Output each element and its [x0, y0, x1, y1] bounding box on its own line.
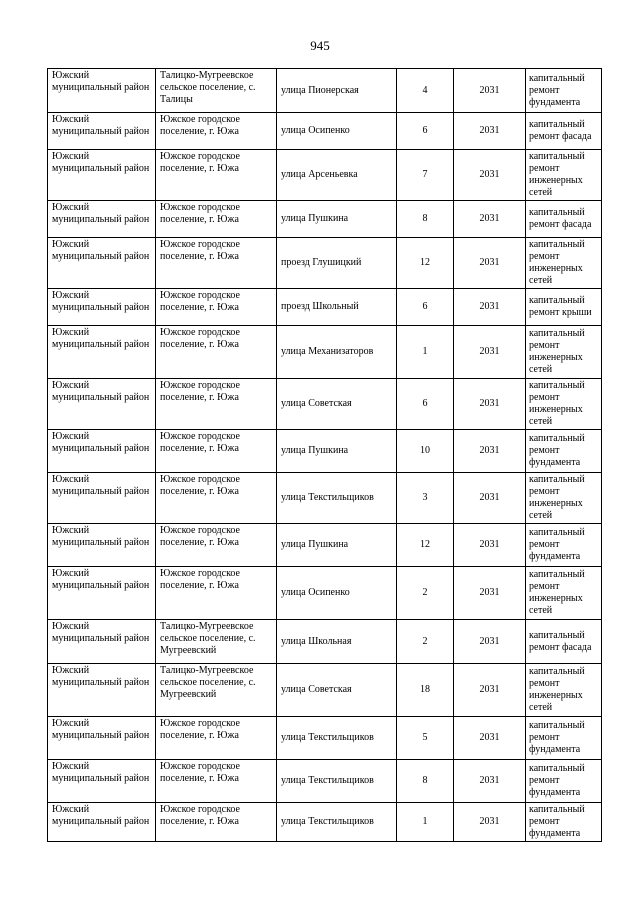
district-cell: Южский муниципальный район: [48, 567, 156, 620]
house-number-cell: 1: [397, 326, 454, 379]
settlement-cell: Южское городское поселение, г. Южа: [156, 238, 277, 289]
house-number-cell: 6: [397, 289, 454, 326]
house-number-cell: 6: [397, 113, 454, 150]
district-cell: Южский муниципальный район: [48, 803, 156, 842]
table-row: [48, 473, 602, 524]
work-type-cell: капитальный ремонт инженерных сетей: [526, 379, 602, 430]
work-type-cell: капитальный ремонт фундамента: [526, 524, 602, 567]
house-number-cell: 3: [397, 473, 454, 524]
table-row: [48, 524, 602, 567]
table-row: [48, 379, 602, 430]
table-row: [48, 664, 602, 717]
year-cell: 2031: [454, 473, 526, 524]
settlement-cell: Талицко-Мугреевское сельское поселение, с. Талицы: [156, 69, 277, 113]
year-cell: 2031: [454, 379, 526, 430]
work-type-cell: капитальный ремонт инженерных сетей: [526, 238, 602, 289]
work-type-cell: капитальный ремонт фундамента: [526, 760, 602, 803]
house-number-cell: 2: [397, 567, 454, 620]
settlement-cell: Южское городское поселение, г. Южа: [156, 201, 277, 238]
street-cell: улица Осипенко: [277, 113, 397, 150]
work-type-cell: капитальный ремонт инженерных сетей: [526, 150, 602, 201]
work-type-cell: капитальный ремонт фасада: [526, 620, 602, 664]
street-cell: улица Школьная: [277, 620, 397, 664]
street-cell: улица Осипенко: [277, 567, 397, 620]
table-row: [48, 69, 602, 113]
settlement-cell: Южское городское поселение, г. Южа: [156, 289, 277, 326]
year-cell: 2031: [454, 113, 526, 150]
year-cell: 2031: [454, 69, 526, 113]
year-cell: 2031: [454, 760, 526, 803]
district-cell: Южский муниципальный район: [48, 113, 156, 150]
work-type-cell: капитальный ремонт инженерных сетей: [526, 473, 602, 524]
house-number-cell: 18: [397, 664, 454, 717]
house-number-cell: 12: [397, 524, 454, 567]
year-cell: 2031: [454, 803, 526, 842]
table-row: [48, 113, 602, 150]
year-cell: 2031: [454, 620, 526, 664]
settlement-cell: Южское городское поселение, г. Южа: [156, 150, 277, 201]
district-cell: Южский муниципальный район: [48, 524, 156, 567]
settlement-cell: Талицко-Мугреевское сельское поселение, с. Мугреевский: [156, 664, 277, 717]
district-cell: Южский муниципальный район: [48, 664, 156, 717]
district-cell: Южский муниципальный район: [48, 717, 156, 760]
house-number-cell: 10: [397, 430, 454, 473]
street-cell: улица Пушкина: [277, 524, 397, 567]
table-row: [48, 201, 602, 238]
work-type-cell: капитальный ремонт фундамента: [526, 803, 602, 842]
settlement-cell: Южское городское поселение, г. Южа: [156, 760, 277, 803]
year-cell: 2031: [454, 201, 526, 238]
house-number-cell: 8: [397, 760, 454, 803]
table-body: [48, 69, 602, 842]
street-cell: проезд Глушицкий: [277, 238, 397, 289]
street-cell: улица Текстильщиков: [277, 760, 397, 803]
district-cell: Южский муниципальный район: [48, 430, 156, 473]
house-number-cell: 5: [397, 717, 454, 760]
year-cell: 2031: [454, 289, 526, 326]
district-cell: Южский муниципальный район: [48, 201, 156, 238]
year-cell: 2031: [454, 150, 526, 201]
settlement-cell: Южское городское поселение, г. Южа: [156, 803, 277, 842]
repair-schedule-table: [47, 68, 602, 842]
settlement-cell: Южское городское поселение, г. Южа: [156, 717, 277, 760]
work-type-cell: капитальный ремонт фундамента: [526, 430, 602, 473]
work-type-cell: капитальный ремонт инженерных сетей: [526, 664, 602, 717]
district-cell: Южский муниципальный район: [48, 289, 156, 326]
work-type-cell: капитальный ремонт крыши: [526, 289, 602, 326]
district-cell: Южский муниципальный район: [48, 760, 156, 803]
street-cell: улица Советская: [277, 664, 397, 717]
work-type-cell: капитальный ремонт инженерных сетей: [526, 326, 602, 379]
table-row: [48, 620, 602, 664]
table-row: [48, 289, 602, 326]
street-cell: проезд Школьный: [277, 289, 397, 326]
year-cell: 2031: [454, 430, 526, 473]
district-cell: Южский муниципальный район: [48, 69, 156, 113]
district-cell: Южский муниципальный район: [48, 473, 156, 524]
district-cell: Южский муниципальный район: [48, 379, 156, 430]
year-cell: 2031: [454, 326, 526, 379]
work-type-cell: капитальный ремонт фасада: [526, 201, 602, 238]
work-type-cell: капитальный ремонт фундамента: [526, 69, 602, 113]
year-cell: 2031: [454, 664, 526, 717]
house-number-cell: 4: [397, 69, 454, 113]
table-row: [48, 760, 602, 803]
year-cell: 2031: [454, 567, 526, 620]
work-type-cell: капитальный ремонт фасада: [526, 113, 602, 150]
street-cell: улица Пушкина: [277, 430, 397, 473]
settlement-cell: Южское городское поселение, г. Южа: [156, 379, 277, 430]
work-type-cell: капитальный ремонт инженерных сетей: [526, 567, 602, 620]
table-row: [48, 150, 602, 201]
house-number-cell: 6: [397, 379, 454, 430]
year-cell: 2031: [454, 524, 526, 567]
street-cell: улица Арсеньевка: [277, 150, 397, 201]
settlement-cell: Южское городское поселение, г. Южа: [156, 473, 277, 524]
settlement-cell: Южское городское поселение, г. Южа: [156, 326, 277, 379]
table-row: [48, 326, 602, 379]
house-number-cell: 7: [397, 150, 454, 201]
street-cell: улица Текстильщиков: [277, 803, 397, 842]
house-number-cell: 8: [397, 201, 454, 238]
settlement-cell: Талицко-Мугреевское сельское поселение, с. Мугреевский: [156, 620, 277, 664]
settlement-cell: Южское городское поселение, г. Южа: [156, 113, 277, 150]
district-cell: Южский муниципальный район: [48, 326, 156, 379]
year-cell: 2031: [454, 717, 526, 760]
street-cell: улица Советская: [277, 379, 397, 430]
district-cell: Южский муниципальный район: [48, 238, 156, 289]
street-cell: улица Механизаторов: [277, 326, 397, 379]
settlement-cell: Южское городское поселение, г. Южа: [156, 430, 277, 473]
table-row: [48, 803, 602, 842]
table-row: [48, 717, 602, 760]
settlement-cell: Южское городское поселение, г. Южа: [156, 524, 277, 567]
house-number-cell: 1: [397, 803, 454, 842]
table-row: [48, 238, 602, 289]
district-cell: Южский муниципальный район: [48, 150, 156, 201]
page-number: 945: [310, 38, 330, 53]
house-number-cell: 12: [397, 238, 454, 289]
table-row: [48, 567, 602, 620]
street-cell: улица Текстильщиков: [277, 717, 397, 760]
year-cell: 2031: [454, 238, 526, 289]
work-type-cell: капитальный ремонт фундамента: [526, 717, 602, 760]
street-cell: улица Пушкина: [277, 201, 397, 238]
table-row: [48, 430, 602, 473]
street-cell: улица Текстильщиков: [277, 473, 397, 524]
street-cell: улица Пионерская: [277, 69, 397, 113]
house-number-cell: 2: [397, 620, 454, 664]
settlement-cell: Южское городское поселение, г. Южа: [156, 567, 277, 620]
district-cell: Южский муниципальный район: [48, 620, 156, 664]
